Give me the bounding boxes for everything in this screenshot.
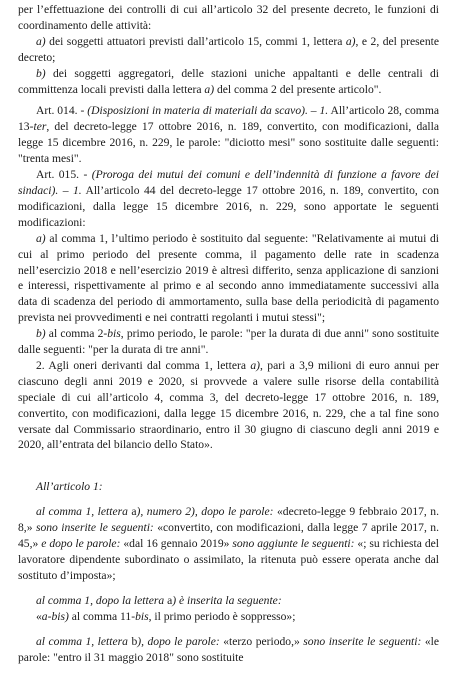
text-run: al comma 11- [68,609,136,623]
text-run: a) [36,231,46,245]
text-run: per l’effettuazione dei controlli di cui all’articolo 32 del presente decreto, le funzioni di coordinamento delle attività: [18,3,439,32]
paragraph-spacer [18,625,439,634]
text-run: (Proroga dei mutui dei comuni e dell’indennità di funzione a favore dei sindaci). – 1. [18,168,440,197]
paragraph-p13 [18,634,439,666]
text-run: a) [250,358,261,372]
paragraph-p12 [18,609,439,625]
paragraph-spacer [18,495,439,504]
text-run: «; su richiesta del lavoratore dipendente subordinato o assimilato, la ritenuta può essere operata anche dal sostituto d’imposta»; [18,537,439,582]
text-run: dei soggetti aggregatori, delle stazioni uniche appaltanti e delle centrali di committenza locali previsti dalla lettera [18,66,439,96]
paragraph-p11 [18,593,439,609]
text-run: All’articolo 44 del decreto-legge 17 ottobre 2016, n. 189, convertito, con modificazioni, dalla legge 15 dicembre 2016, n. 229, sono apportate le seguenti modificazioni: [18,183,439,229]
paragraph-spacer [18,584,439,593]
text-run: a [167,593,173,607]
paragraph-p2 [18,34,439,66]
text-run: 2. Agli oneri derivanti dal comma 1, lettera [36,358,251,372]
text-run: sono inserite le seguenti: [303,634,422,648]
paragraph-p9 [18,479,439,495]
text-run: , del decreto-legge 17 ottobre 2016, n. 189, convertito, con modificazioni, dalla legge 15 dicembre 2016, n. 229, le parole: "diciotto mesi" sono sostituite dalle seguenti: "trenta mesi". [18,120,439,166]
text-run: sono inserite le seguenti: [35,521,154,535]
paragraph-p10 [18,504,439,584]
text-run: All’articolo 28, comma 13- [18,104,439,134]
text-run: All’articolo 1: [36,480,103,494]
text-run: al comma 2- [45,327,108,341]
text-run: al comma 1, l’ultimo periodo è sostituito dal seguente: "Relativamente ai mutui di cui al primo periodo del presente comma, il pagamento delle rate in scadenza nell’esercizio 2018 e nell’esercizio 2019 è altresì differito, senza applicazione di sanzioni e interessi, rispettivamente al primo e al secondo anno immediatamente successivi alla data di scadenza del periodo di ammortamento, sulla base della periodicità di pagamento prevista nei provvedimenti e nei contratti regolanti i mutui stessi"; [18,231,439,325]
paragraph-p6 [18,231,439,326]
paragraph-p8 [18,358,439,453]
text-run: b) [36,327,46,341]
text-run: « [36,609,42,623]
text-run: al comma 1, dopo la lettera [36,593,168,607]
paragraph-p1 [18,2,439,34]
text-run: bis [135,609,149,623]
text-run: ) è inserita la seguente: [172,593,282,607]
text-run: Art. 014. - [36,104,88,118]
paragraph-p3 [18,66,439,98]
text-run: dei soggetti attuatori previsti dall’articolo 15, commi 1, lettera [45,34,346,48]
paragraph-p7 [18,326,439,358]
text-run: a) [345,34,356,48]
document-page [18,2,439,665]
text-run: al comma 1, lettera [36,634,132,648]
paragraph-p5 [18,167,439,231]
text-run: Art. 015. - [36,168,92,182]
text-run: ), numero 2), dopo le parole: [136,505,274,519]
text-run: , il primo periodo è soppresso»; [148,609,296,623]
text-run: a [131,505,137,519]
text-run: «le parole: "entro il 31 maggio 2018" sono sostituite [18,634,439,664]
text-run: «decreto-legge 9 febbraio 2017, n. 8,» [18,505,439,535]
text-run: sono aggiunte le seguenti: [232,537,355,551]
text-run: b) [36,66,46,80]
text-run: «terzo periodo,» [219,634,304,648]
text-run: , pari a 3,9 milioni di euro annui per ciascuno degli anni 2019 e 2020, si provvede a valere sulle risorse della contabilità speciale di cui all’articolo 4, comma 3, del decreto-legge 17 ottobre 2016, n. 189, convertito, con modificazioni, dalla legge 15 dicembre 2016, n. 229, che a tal fine sono versate dal Commissario straordinario, entro il 30 giugno di ciascuno degli anni 2019 e 2020, all’entrata del bilancio dello Stato». [18,358,439,452]
text-run: e dopo le parole: [41,537,121,551]
text-run: bis [107,327,121,341]
text-run: , e 2, del presente decreto; [18,34,439,64]
text-run: «convertito, con modificazioni, dalla legge 7 aprile 2017, n. 45,» [18,521,440,551]
paragraph-p4 [18,103,439,167]
text-run: del comma 2 del presente articolo". [214,82,382,96]
text-run: ter [33,120,47,134]
text-run: a) [204,82,215,96]
text-run: ), dopo le parole: [137,634,220,648]
text-run: b [131,634,138,648]
paragraph-spacer [18,453,439,479]
text-run: a) [36,34,46,48]
text-run: (Disposizioni in materia di materiali da scavo). – 1. [87,104,329,118]
text-run: «dal 16 gennaio 2019» [120,537,233,551]
text-run: al comma 1, lettera [36,505,132,519]
text-run: a-bis) [41,609,69,623]
text-run: , primo periodo, le parole: "per la durata di due anni" sono sostituite dalle seguenti: "per la durata di tre anni". [18,327,439,357]
